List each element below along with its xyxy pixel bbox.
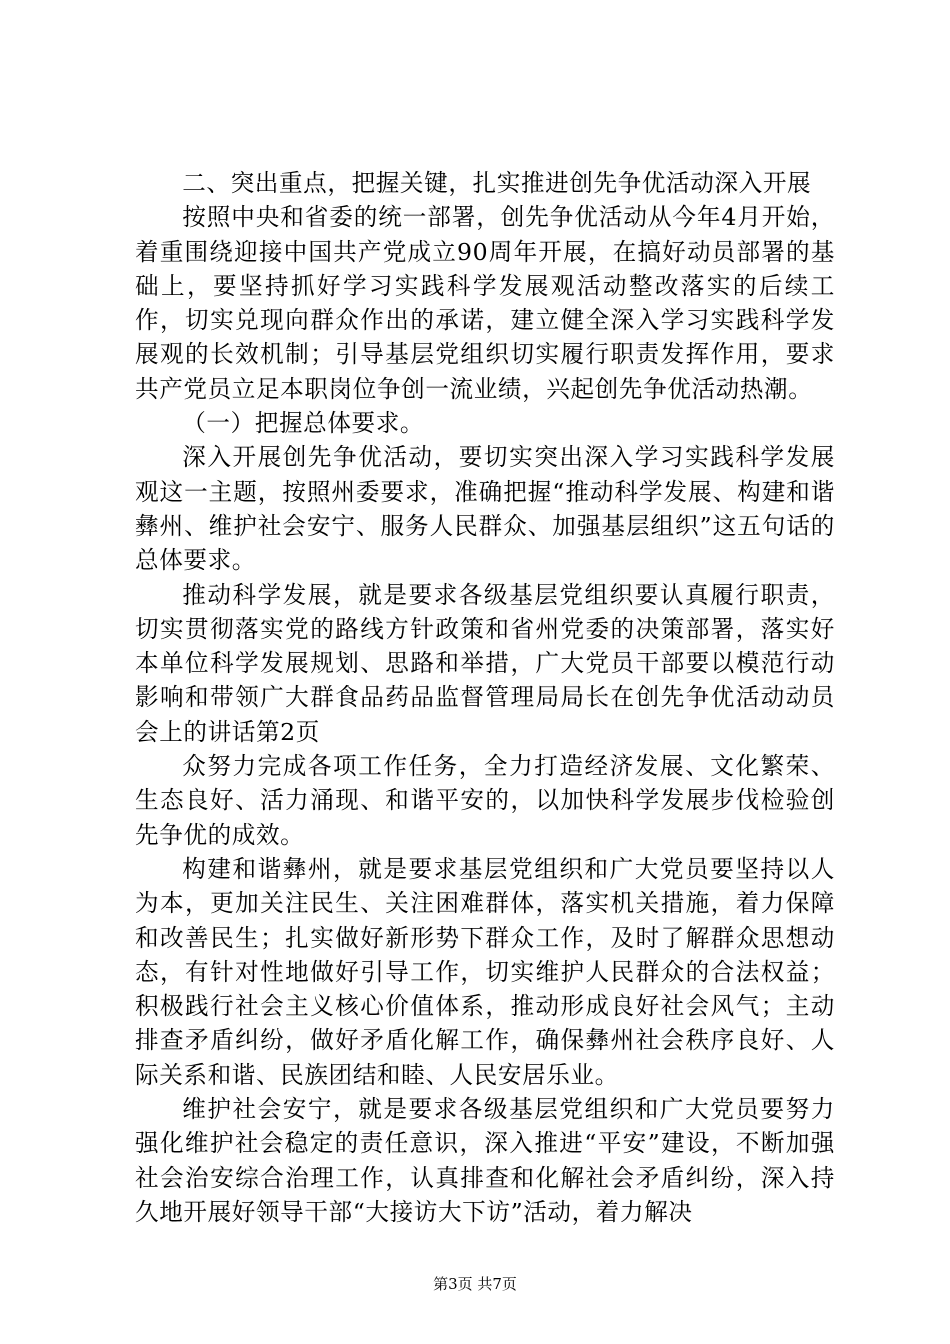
body-paragraph: 按照中央和省委的统一部署，创先争优活动从今年4月开始，着重围绕迎接中国共产党成立90周年开展，在搞好动员部署的基础上，要坚持抓好学习实践科学发展观活动整改落实的后续工作，切实兑现向群众作出的承诺，建立健全深入学习实践科学发展观的长效机制；引导基层党组织切实履行职责发挥作用，要求共产党员立足本职岗位争创一流业绩，兴起创先争优活动热潮。 [135, 203, 835, 403]
body-paragraph: 推动科学发展，就是要求各级基层党组织要认真履行职责，切实贯彻落实党的路线方针政策和省州党委的决策部署，落实好本单位科学发展规划、思路和举措，广大党员干部要以模范行动影响和带领广大群食品药品监督管理局局长在创先争优活动动员会上的讲话第2页 [135, 580, 835, 746]
body-paragraph: 维护社会安宁，就是要求各级基层党组织和广大党员要努力强化维护社会稳定的责任意识，深入推进“平安”建设，不断加强社会治安综合治理工作，认真排查和化解社会矛盾纠纷，深入持久地开展好领导干部“大接访大下访”活动，着力解决 [135, 1095, 835, 1226]
body-paragraph: 众努力完成各项工作任务，全力打造经济发展、文化繁荣、生态良好、活力涌现、和谐平安的，以加快科学发展步伐检验创先争优的成效。 [135, 752, 835, 849]
section-heading: 二、突出重点，把握关键，扎实推进创先争优活动深入开展 [182, 169, 812, 197]
body-paragraph: 构建和谐彝州，就是要求基层党组织和广大党员要坚持以人为本，更加关注民生、关注困难群体，落实机关措施，着力保障和改善民生；扎实做好新形势下群众工作，及时了解群众思想动态，有针对性地做好引导工作，切实维护人民群众的合法权益；积极践行社会主义核心价值体系，推动形成良好社会风气；主动排查矛盾纠纷，做好矛盾化解工作，确保彝州社会秩序良好、人际关系和谐、民族团结和睦、人民安居乐业。 [135, 854, 835, 1089]
document-body [135, 166, 835, 1229]
subsection-heading: （一）把握总体要求。 [182, 409, 425, 438]
page-number-footer: 第3页 共7页 [433, 1275, 517, 1293]
body-paragraph: 深入开展创先争优活动，要切实突出深入学习实践科学发展观这一主题，按照州委要求，准确把握“推动科学发展、构建和谐彝州、维护社会安宁、服务人民群众、加强基层组织”这五句话的总体要求。 [135, 443, 835, 575]
